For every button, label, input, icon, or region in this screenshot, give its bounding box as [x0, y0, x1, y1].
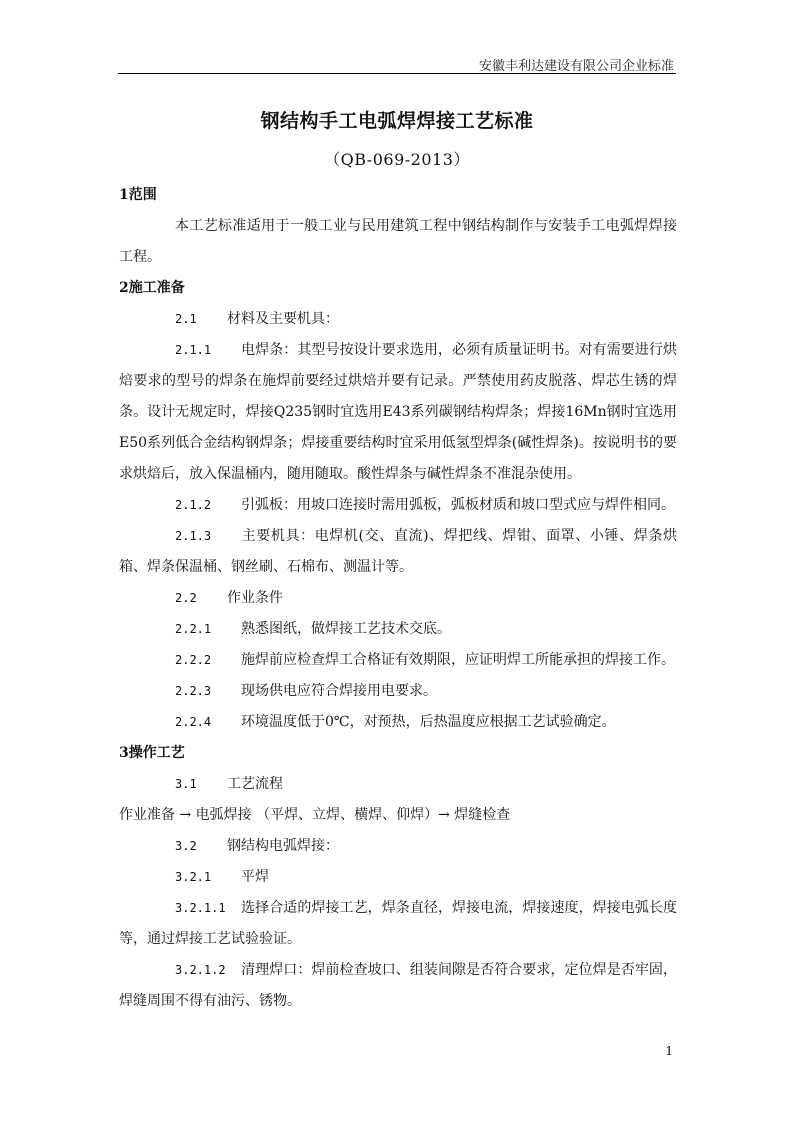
clause-2-2	[119, 583, 677, 614]
clause-number: 2.2	[175, 591, 197, 605]
clause-text: 施焊前应检查焊工合格证有效期限，应证明焊工所能承担的焊接工作。	[241, 652, 675, 668]
section-heading-operation: 3操作工艺	[119, 745, 185, 761]
clause-text: 作业条件	[227, 590, 283, 606]
clause-3-2-1	[119, 862, 677, 893]
clause-2-2-2	[119, 645, 677, 676]
clause-number: 2.1.1	[175, 343, 212, 357]
clause-2-2-1	[119, 614, 677, 645]
clause-text: 平焊	[241, 869, 269, 885]
document-code: （QB-069-2013）	[324, 150, 470, 169]
clause-text: 熟悉图纸，做焊接工艺技术交底。	[241, 621, 451, 637]
clause-text: 主要机具：电焊机(交、直流)、焊把线、焊钳、面罩、小锤、焊条烘箱、焊条保温桶、钢丝刷、石棉布、测温计等。	[119, 528, 677, 575]
clause-3-2-1-2	[119, 955, 677, 1017]
clause-2-1-2	[119, 490, 677, 521]
clause-number: 3.2.1.1	[175, 901, 226, 915]
clause-2-2-4	[119, 707, 677, 738]
clause-3-2-1-1	[119, 893, 677, 955]
clause-number: 2.2.4	[175, 715, 212, 729]
clause-2-1-1	[119, 335, 691, 490]
clause-text: 工艺流程	[227, 776, 283, 792]
clause-text: 清理焊口：焊前检查坡口、组装间隙是否符合要求，定位焊是否牢固，焊缝周围不得有油污、锈物。	[119, 962, 677, 1009]
clause-text: 引弧板：用坡口连接时需用弧板，弧板材质和坡口型式应与焊件相同。	[241, 497, 675, 513]
clause-text: 环境温度低于0℃，对预热，后热温度应根据工艺试验确定。	[241, 714, 616, 730]
process-flow-line: 作业准备 → 电弧焊接 （平焊、立焊、横焊、仰焊）→ 焊缝检查	[119, 807, 511, 823]
clause-number: 2.1	[175, 312, 197, 326]
clause-text: 钢结构电弧焊接：	[227, 838, 339, 854]
clause-text: 电焊条：其型号按设计要求选用，必须有质量证明书。对有需要进行烘焙要求的型号的焊条在施焊前要经过烘焙并要有记录。严禁使用药皮脱落、焊芯生锈的焊条。设计无规定时，焊接Q235钢时宜选用E43系列碳钢结构焊条；焊接16Mn钢时宜选用 E50系列低合金结构钢焊条；焊接重要结构时宜采用低氢型焊条(碱性焊条)。按说明书的要求烘焙后，放入保温桶内，随用随取。酸性焊条与碱性焊条不准混杂使用。	[119, 342, 691, 482]
scope-paragraph: 本工艺标准适用于一般工业与民用建筑工程中钢结构制作与安装手工电弧焊焊接工程。	[119, 218, 677, 265]
clause-3-1	[119, 769, 677, 800]
clause-number: 3.2.1.2	[175, 963, 226, 977]
clause-number: 3.1	[175, 777, 197, 791]
clause-number: 2.2.1	[175, 622, 212, 636]
document-body	[119, 180, 691, 1017]
clause-number: 3.2	[175, 839, 197, 853]
clause-text: 材料及主要机具：	[227, 311, 339, 327]
clause-number: 2.2.2	[175, 653, 212, 667]
clause-number: 2.2.3	[175, 684, 212, 698]
company-standard-header: 安徽丰利达建设有限公司企业标准	[478, 59, 674, 74]
clause-number: 3.2.1	[175, 870, 212, 884]
document-title: 钢结构手工电弧焊焊接工艺标准	[260, 110, 534, 132]
section-heading-preparation: 2施工准备	[119, 280, 185, 296]
clause-number: 2.1.3	[175, 529, 212, 543]
clause-2-2-3	[119, 676, 677, 707]
clause-2-1	[119, 304, 677, 335]
clause-text: 现场供电应符合焊接用电要求。	[241, 683, 437, 699]
clause-number: 2.1.2	[175, 498, 212, 512]
section-heading-scope: 1范围	[119, 187, 157, 203]
header-divider	[118, 73, 676, 74]
clause-text: 选择合适的焊接工艺，焊条直径，焊接电流，焊接速度，焊接电弧长度等，通过焊接工艺试验验证。	[119, 900, 677, 947]
page-number: 1	[665, 1044, 673, 1058]
clause-2-1-3	[119, 521, 677, 583]
clause-3-2	[119, 831, 677, 862]
